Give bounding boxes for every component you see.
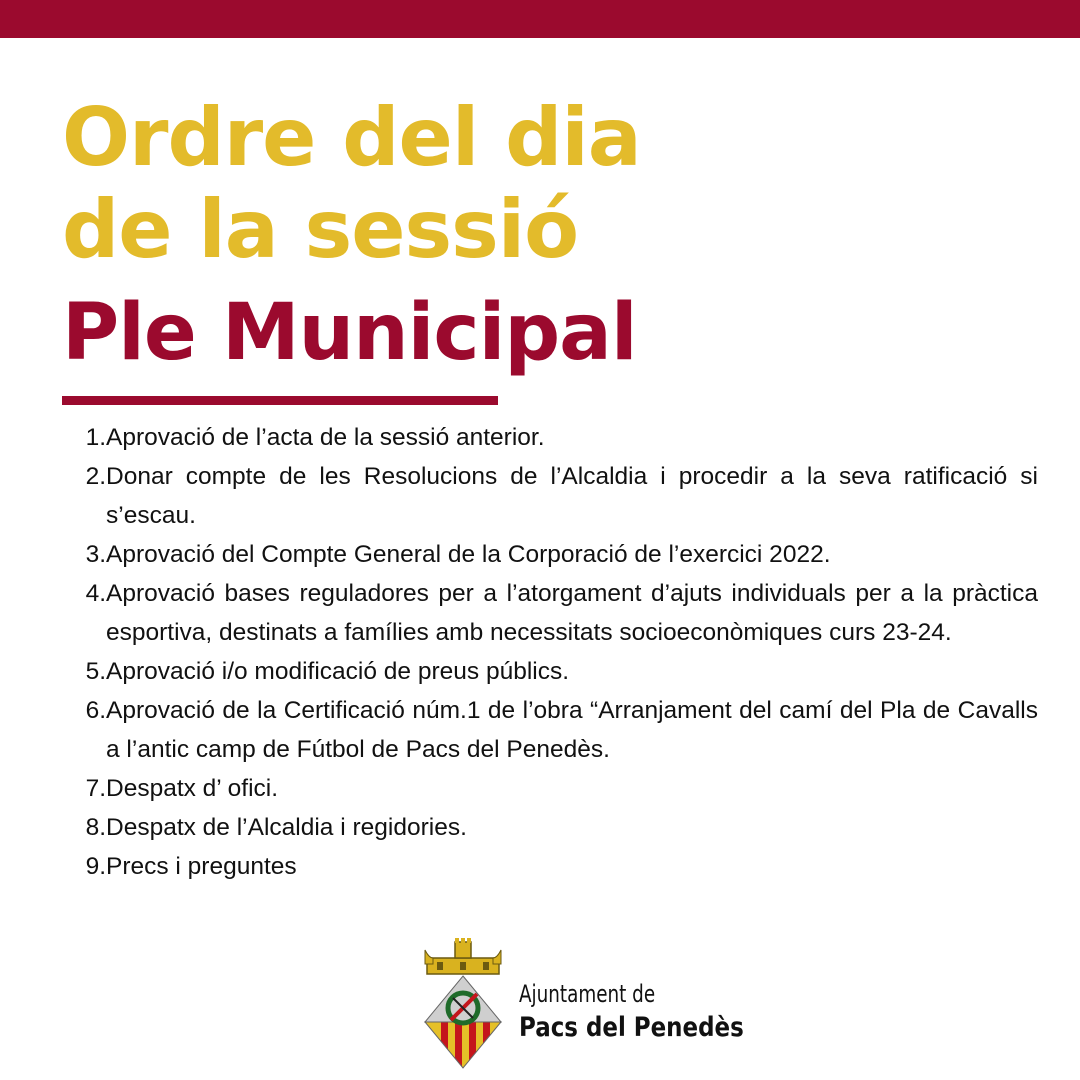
logo-text-line-2: Pacs del Penedès xyxy=(519,1012,744,1043)
agenda-item-number: 9. xyxy=(85,853,106,880)
agenda-item-number: 7. xyxy=(85,775,106,802)
agenda-item xyxy=(78,535,1038,574)
agenda-item-number: 4. xyxy=(85,580,106,607)
logo-text-line-1: Ajuntament de xyxy=(519,980,656,1008)
coat-of-arms-icon xyxy=(415,936,515,1070)
agenda-item-number: 8. xyxy=(85,814,106,841)
agenda-item-text: Precs i preguntes xyxy=(106,853,297,880)
agenda-item-text: Aprovació de l’acta de la sessió anterior. xyxy=(106,424,545,451)
agenda-item xyxy=(78,574,1038,652)
page-title-line-1: Ordre del dia xyxy=(62,91,641,184)
agenda-list xyxy=(78,418,1038,886)
agenda-item-text: Despatx de l’Alcaldia i regidories. xyxy=(106,814,467,841)
agenda-item xyxy=(78,457,1038,535)
agenda-item-text: Aprovació i/o modificació de preus públics. xyxy=(106,658,570,685)
agenda-item-number: 3. xyxy=(85,541,106,568)
page-subtitle: Ple Municipal xyxy=(62,288,637,378)
top-bar xyxy=(0,0,1080,38)
agenda-item xyxy=(78,418,1038,457)
title-underline xyxy=(62,396,498,405)
municipal-logo xyxy=(415,936,755,1070)
agenda-item-text: Aprovació del Compte General de la Corporació de l’exercici 2022. xyxy=(106,541,831,568)
page-title-line-2: de la sessió xyxy=(62,183,579,276)
agenda-item-text: Despatx d’ ofici. xyxy=(106,775,279,802)
agenda-item-text: Aprovació bases reguladores per a l’atorgament d’ajuts individuals per a la pràctica esportiva, destinats a famílies amb necessitats socioeconòmiques curs 23-24. xyxy=(106,580,1038,646)
agenda-item-text: Donar compte de les Resolucions de l’Alcaldia i procedir a la seva ratificació si s’escau. xyxy=(106,463,1038,529)
agenda-item-text: Aprovació de la Certificació núm.1 de l’obra “Arranjament del camí del Pla de Cavalls a l’antic camp de Fútbol de Pacs del Penedès. xyxy=(106,697,1038,763)
agenda-item-number: 1. xyxy=(85,424,106,451)
agenda-item-number: 5. xyxy=(85,658,106,685)
agenda-item-number: 2. xyxy=(85,463,106,490)
agenda-item xyxy=(78,691,1038,769)
agenda-item xyxy=(78,808,1038,847)
agenda-item xyxy=(78,769,1038,808)
agenda-item xyxy=(78,652,1038,691)
agenda-item xyxy=(78,847,1038,886)
agenda-item-number: 6. xyxy=(85,697,106,724)
